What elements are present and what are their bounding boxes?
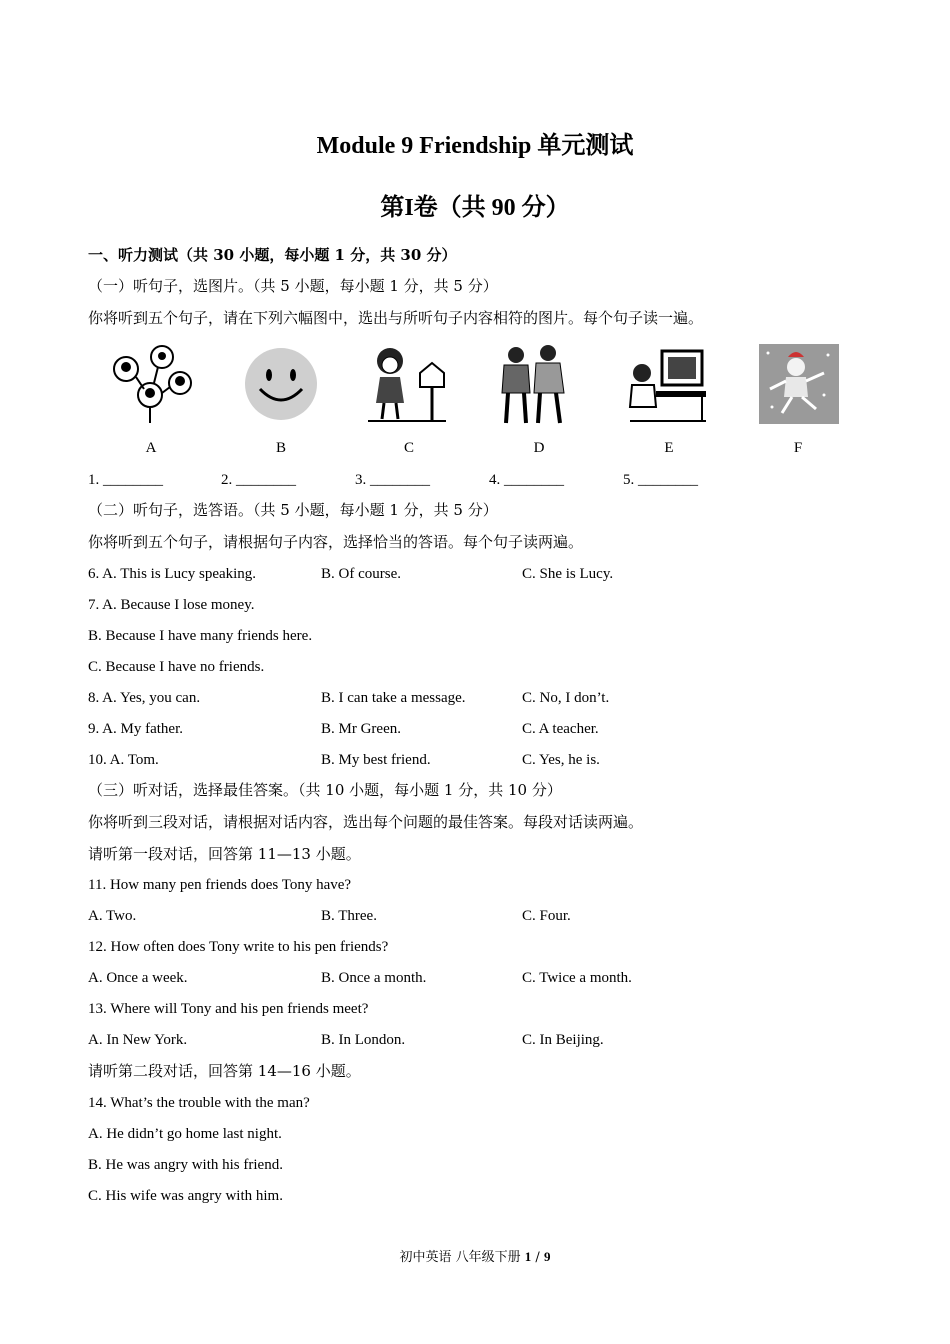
page-title: Module 9 Friendship 单元测试 bbox=[316, 133, 634, 159]
q13-option-b: B. In London. bbox=[321, 1032, 406, 1048]
q11-option-a: A. Two. bbox=[88, 908, 137, 924]
q12-option-b: B. Once a month. bbox=[321, 970, 427, 986]
section-subtitle: 第I卷（共 90 分） bbox=[380, 195, 570, 221]
answer-blank-1[interactable]: 1. ________ bbox=[88, 472, 163, 488]
q10-option-b: B. My best friend. bbox=[321, 752, 431, 768]
s2-instruction: 你将听到五个句子，请根据句子内容，选择恰当的答语。每个句子读两遍。 bbox=[88, 533, 584, 551]
computer-user-icon bbox=[626, 343, 708, 425]
page-separator: / bbox=[531, 1250, 544, 1265]
q14-option-c: C. His wife was angry with him. bbox=[88, 1188, 283, 1204]
q7-option-a: 7. A. Because I lose money. bbox=[88, 597, 255, 613]
q7-option-b: B. Because I have many friends here. bbox=[88, 628, 313, 644]
two-men-talking-icon bbox=[492, 343, 574, 425]
q13-question: 13. Where will Tony and his pen friends meet? bbox=[88, 1001, 369, 1017]
q9-option-a: 9. A. My father. bbox=[88, 721, 183, 737]
s2-heading: （二）听句子，选答语。（共 5 小题，每小题 1 分，共 5 分） bbox=[88, 501, 498, 519]
q14-question: 14. What’s the trouble with the man? bbox=[88, 1095, 310, 1111]
q13-option-a: A. In New York. bbox=[88, 1032, 188, 1048]
picture-label-b: B bbox=[275, 440, 286, 456]
s1-instruction: 你将听到五个句子，请在下列六幅图中，选出与所听句子内容相符的图片。每个句子读一遍。 bbox=[88, 309, 704, 327]
q13-option-c: C. In Beijing. bbox=[522, 1032, 604, 1048]
part1-heading: 一、听力测试（共 30 小题，每小题 1 分，共 30 分） bbox=[88, 246, 457, 264]
picture-label-c: C bbox=[403, 440, 414, 456]
page-footer bbox=[0, 1246, 950, 1265]
q8-option-c: C. No, I don’t. bbox=[522, 690, 610, 706]
girl-mailbox-icon bbox=[366, 343, 448, 425]
skater-icon bbox=[758, 343, 840, 425]
answer-blank-5[interactable]: 5. ________ bbox=[623, 472, 698, 488]
smiley-face-icon bbox=[240, 343, 322, 425]
dialog1-intro: 请听第一段对话，回答第 11—13 小题。 bbox=[88, 845, 361, 863]
friends-network-icon bbox=[110, 343, 192, 425]
q11-option-b: B. Three. bbox=[321, 908, 377, 924]
page-number: 1 bbox=[524, 1249, 532, 1264]
answer-blank-3[interactable]: 3. ________ bbox=[355, 472, 430, 488]
picture-label-a: A bbox=[145, 440, 157, 456]
footer-text: 初中英语 八年级下册 bbox=[399, 1250, 525, 1265]
q11-question: 11. How many pen friends does Tony have? bbox=[88, 877, 352, 893]
q10-option-c: C. Yes, he is. bbox=[522, 752, 600, 768]
q6-option-b: B. Of course. bbox=[321, 566, 401, 582]
q6-option-c: C. She is Lucy. bbox=[522, 566, 614, 582]
q14-option-a: A. He didn’t go home last night. bbox=[88, 1126, 282, 1142]
answer-blank-4[interactable]: 4. ________ bbox=[489, 472, 564, 488]
q12-option-a: A. Once a week. bbox=[88, 970, 188, 986]
s3-heading: （三）听对话，选择最佳答案。（共 10 小题，每小题 1 分，共 10 分） bbox=[88, 781, 562, 799]
q9-option-b: B. Mr Green. bbox=[321, 721, 401, 737]
picture-label-e: E bbox=[664, 440, 674, 456]
q14-option-b: B. He was angry with his friend. bbox=[88, 1157, 283, 1173]
page-total: 9 bbox=[543, 1249, 551, 1264]
q11-option-c: C. Four. bbox=[522, 908, 571, 924]
q6-option-a: 6. A. This is Lucy speaking. bbox=[88, 566, 257, 582]
q12-question: 12. How often does Tony write to his pen friends? bbox=[88, 939, 389, 955]
s1-heading: （一）听句子，选图片。（共 5 小题，每小题 1 分，共 5 分） bbox=[88, 277, 498, 295]
dialog2-intro: 请听第二段对话，回答第 14—16 小题。 bbox=[88, 1062, 361, 1080]
s3-instruction: 你将听到三段对话，请根据对话内容，选出每个问题的最佳答案。每段对话读两遍。 bbox=[88, 813, 644, 831]
picture-label-f: F bbox=[793, 440, 803, 456]
q8-option-b: B. I can take a message. bbox=[321, 690, 466, 706]
q12-option-c: C. Twice a month. bbox=[522, 970, 632, 986]
picture-label-d: D bbox=[533, 440, 545, 456]
q8-option-a: 8. A. Yes, you can. bbox=[88, 690, 201, 706]
q10-option-a: 10. A. Tom. bbox=[88, 752, 159, 768]
q7-option-c: C. Because I have no friends. bbox=[88, 659, 265, 675]
q9-option-c: C. A teacher. bbox=[522, 721, 599, 737]
answer-blank-2[interactable]: 2. ________ bbox=[221, 472, 296, 488]
